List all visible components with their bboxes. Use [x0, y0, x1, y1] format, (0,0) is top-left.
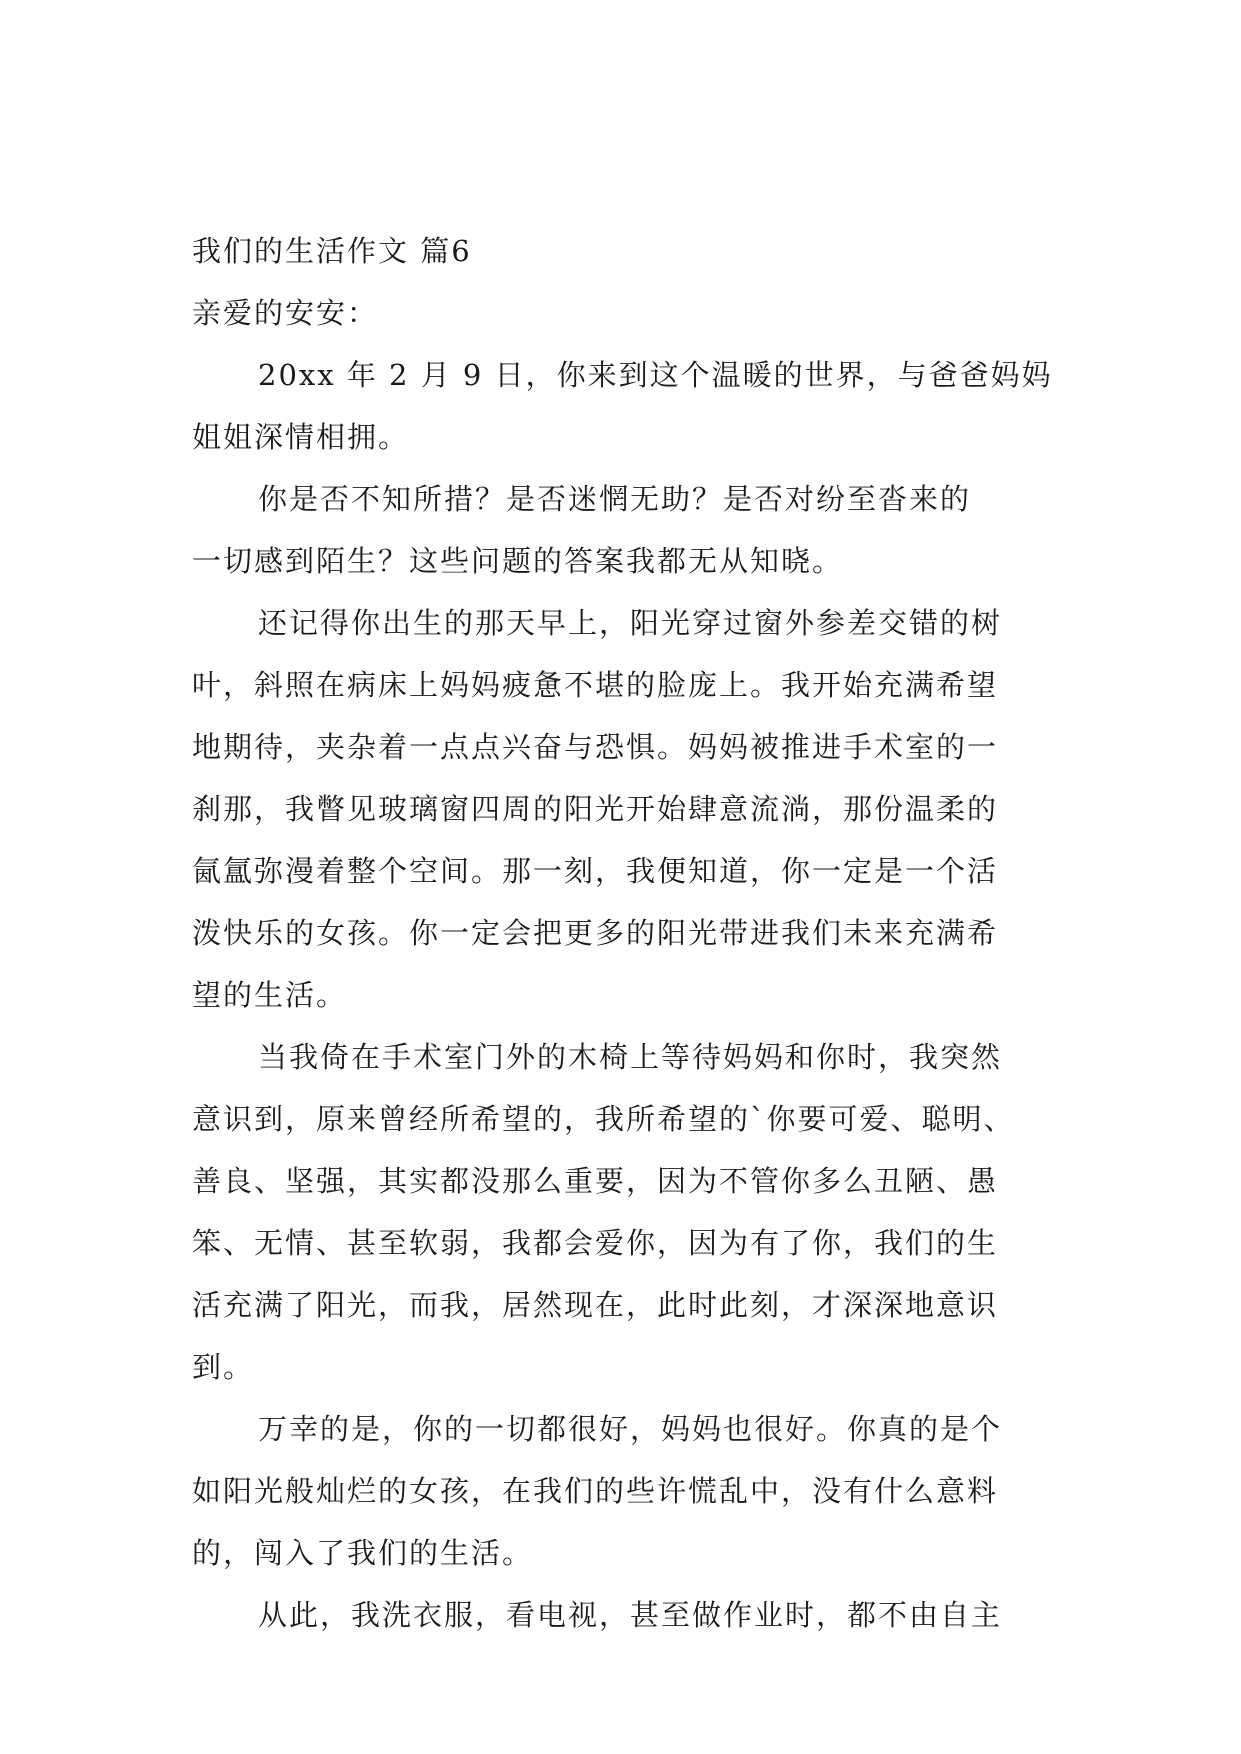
- text-line: 20xx 年 2 月 9 日，你来到这个温暖的世界，与爸爸妈妈: [258, 358, 1053, 392]
- paragraph: [192, 1398, 1052, 1584]
- text-line: 到。: [192, 1350, 255, 1384]
- document-title: 我们的生活作文 篇6: [192, 234, 472, 268]
- text-line: 地期待，夹杂着一点点兴奋与恐惧。妈妈被推进手术室的一: [192, 730, 999, 764]
- text-line: 氤氲弥漫着整个空间。那一刻，我便知道，你一定是一个活: [192, 854, 999, 888]
- paragraph: [192, 1026, 1052, 1398]
- text-line: 从此，我洗衣服，看电视，甚至做作业时，都不由自主: [258, 1598, 1003, 1632]
- text-line: 叶，斜照在病床上妈妈疲惫不堪的脸庞上。我开始充满希望: [192, 668, 999, 702]
- text-line: 当我倚在手术室门外的木椅上等待妈妈和你时，我突然: [258, 1040, 1003, 1074]
- text-line: 意识到，原来曾经所希望的，我所希望的`你要可爱、聪明、: [192, 1102, 1015, 1136]
- text-line: 刹那，我瞥见玻璃窗四周的阳光开始肆意流淌，那份温柔的: [192, 792, 999, 826]
- text-line: 还记得你出生的那天早上，阳光穿过窗外参差交错的树: [258, 606, 1003, 640]
- text-line: 如阳光般灿烂的女孩，在我们的些许慌乱中，没有什么意料: [192, 1474, 999, 1508]
- text-line: 的，闯入了我们的生活。: [192, 1536, 534, 1570]
- text-line: 一切感到陌生？这些问题的答案我都无从知晓。: [192, 544, 844, 578]
- text-line: 笨、无情、甚至软弱，我都会爱你，因为有了你，我们的生: [192, 1226, 999, 1260]
- paragraph: [192, 344, 1052, 468]
- text-line: 泼快乐的女孩。你一定会把更多的阳光带进我们未来充满希: [192, 916, 999, 950]
- document-body: [192, 220, 1052, 1646]
- text-line: 活充满了阳光，而我，居然现在，此时此刻，才深深地意识: [192, 1288, 999, 1322]
- paragraph: [192, 1584, 1052, 1646]
- text-line: 姐姐深情相拥。: [192, 420, 410, 454]
- paragraph: [192, 592, 1052, 1026]
- text-line: 善良、坚强，其实都没那么重要，因为不管你多么丑陋、愚: [192, 1164, 999, 1198]
- salutation: 亲爱的安安：: [192, 296, 379, 330]
- paragraph: [192, 468, 1052, 592]
- text-line: 望的生活。: [192, 978, 348, 1012]
- text-line: 你是否不知所措？是否迷惘无助？是否对纷至沓来的: [258, 482, 972, 516]
- text-line: 万幸的是，你的一切都很好，妈妈也很好。你真的是个: [258, 1412, 1003, 1446]
